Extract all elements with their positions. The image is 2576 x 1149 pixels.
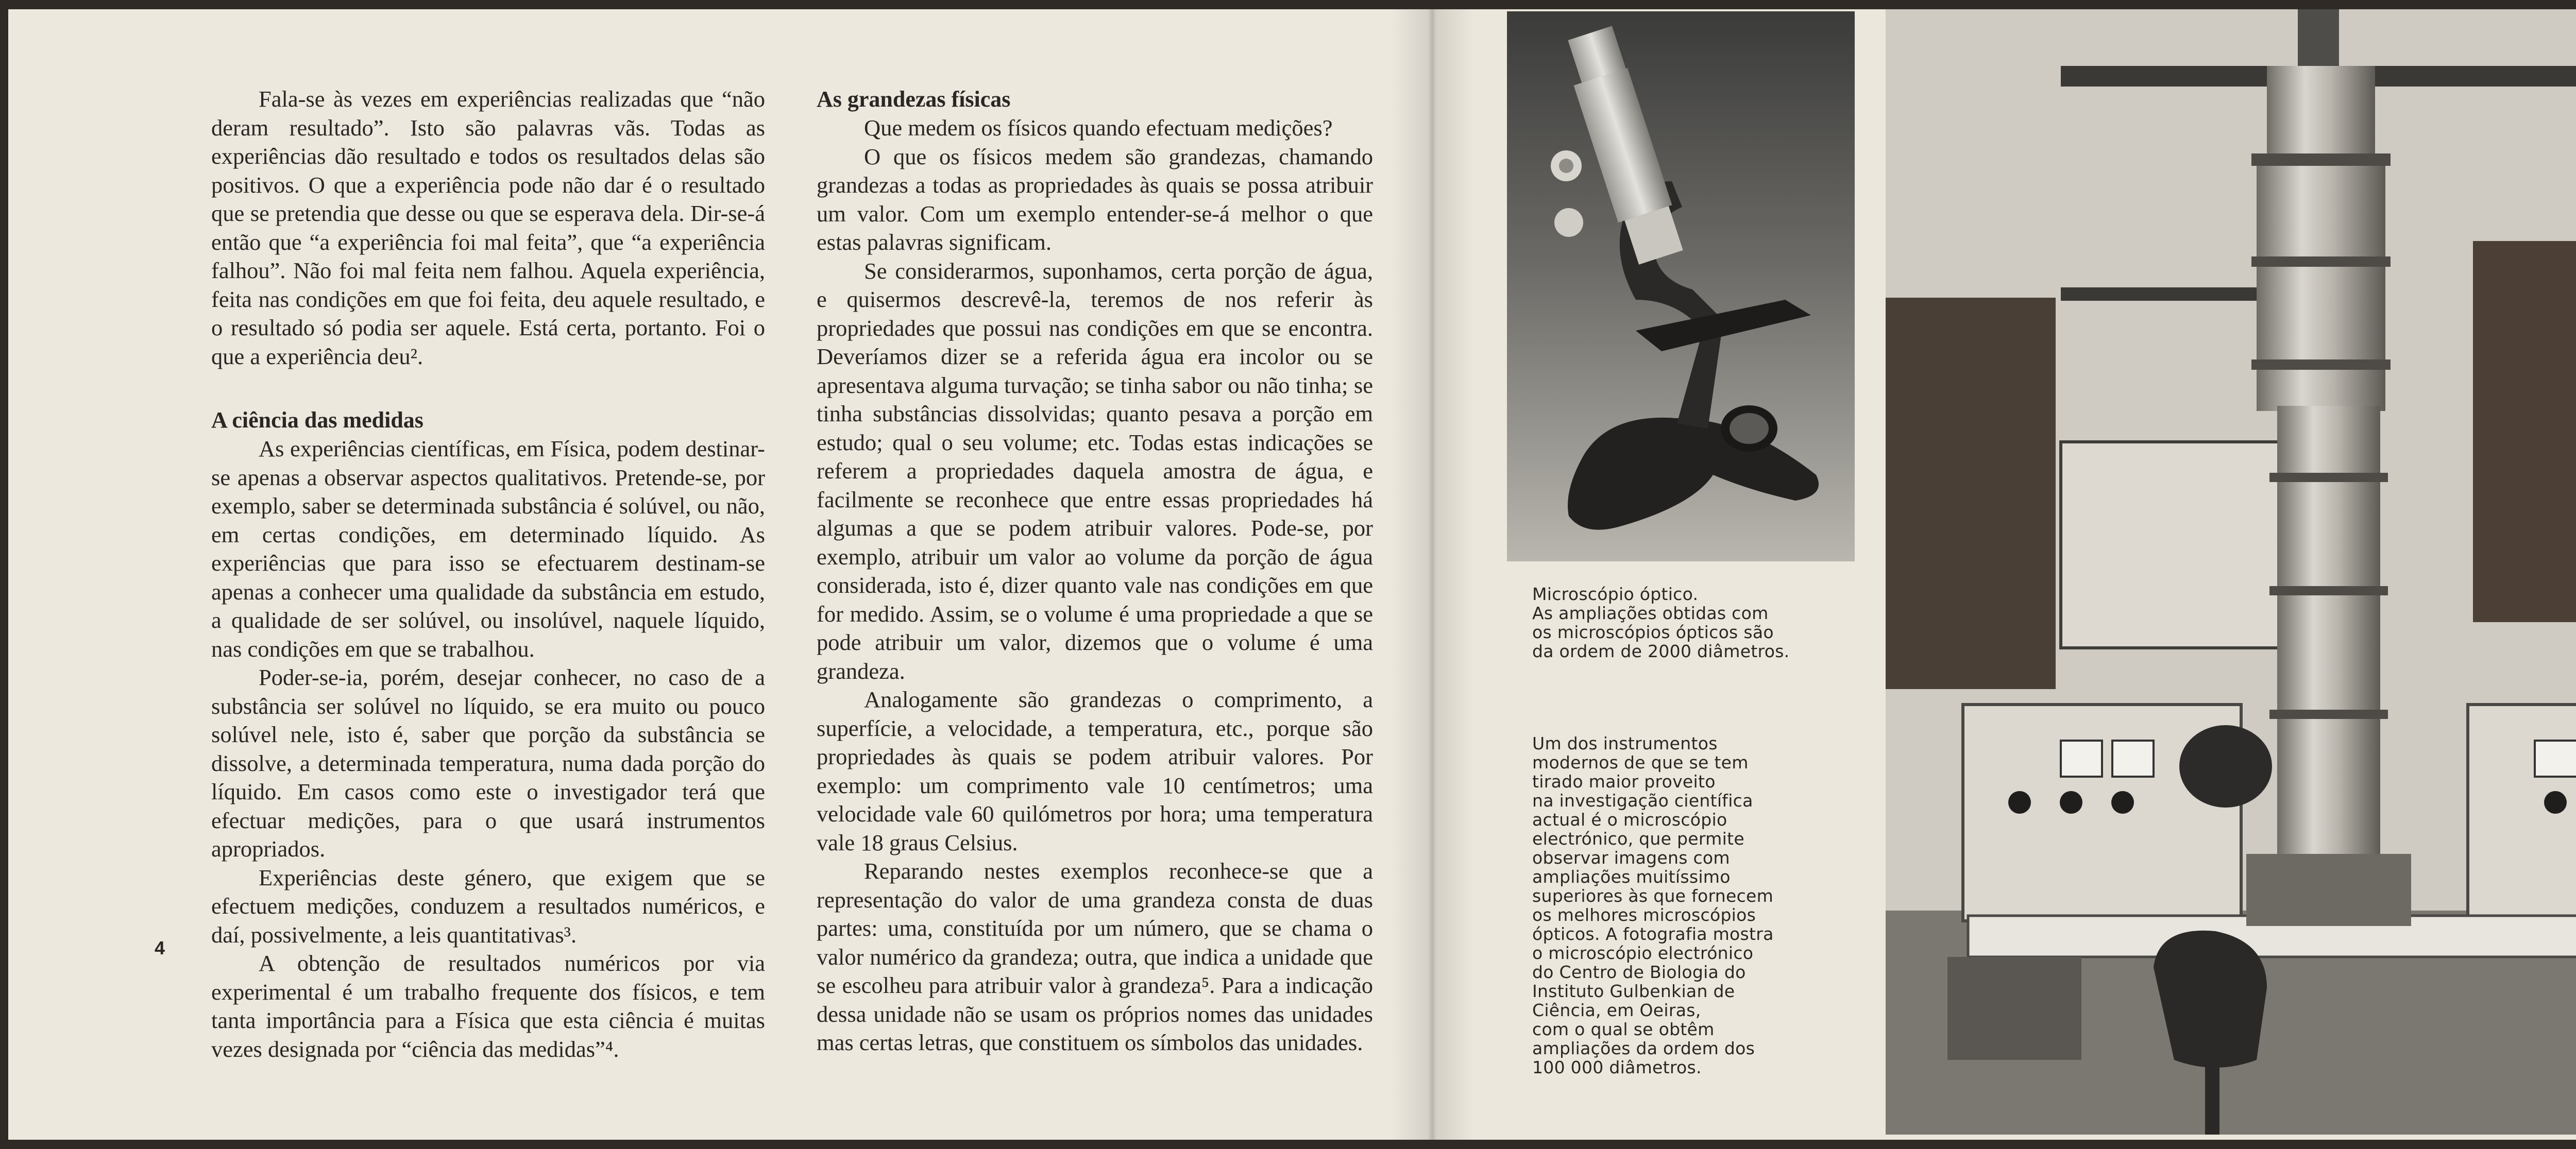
caption-line: observar imagens com	[1532, 848, 1730, 868]
caption-line: os melhores microscópios	[1532, 905, 1756, 925]
body-paragraph: Experiências deste género, que exigem que se efectuem medições, conduzem a resultados numéricos, e daí, possivelmente, a leis quantitativas³.	[211, 864, 765, 948]
caption-line: ampliações da ordem dos	[1532, 1038, 1755, 1058]
caption-line: da ordem de 2000 diâmetros.	[1532, 641, 1790, 661]
body-paragraph: A obtenção de resultados numéricos por via experimental é um trabalho frequente dos físicos, e tem tanta importância para a Física que esta ciência é muitas vezes designada por “ciência das medidas”⁴.	[211, 950, 765, 1062]
caption-line: os microscópios ópticos são	[1532, 622, 1774, 642]
intro-paragraph: Fala-se às vezes em experiências realizadas que “não deram resultado”. Isto são palavras vãs. Todas as experiências dão resultado e todos os resultados delas são positivos. O que a experiência pode não dar é o resultado que se pretendia que desse ou que se esperava dela. Dir-se-á então que “a experiência foi mal feita”, que “a experiência falhou”. Não foi mal feita nem falhou. Aquela experiência, feita nas condições em que foi feita, deu aquele resultado, e o resultado só podia ser aquele. Está certa, portanto. Foi o que a experiência deu².	[211, 86, 765, 369]
section-heading-grandezas-fisicas: As grandezas físicas	[817, 87, 1011, 112]
caption-line: modernos de que se tem	[1532, 752, 1749, 773]
book-gutter	[1391, 9, 1473, 1140]
electron-microscope-caption	[1532, 734, 1795, 1077]
caption-line: com o qual se obtêm	[1532, 1019, 1715, 1039]
caption-line: Microscópio óptico.	[1532, 584, 1699, 604]
caption-line: do Centro de Biologia do	[1532, 962, 1746, 982]
caption-line: superiores às que fornecem	[1532, 886, 1774, 906]
caption-line: ópticos. A fotografia mostra	[1532, 924, 1774, 944]
optical-microscope-caption	[1532, 585, 1841, 661]
optical-microscope-photo	[1507, 11, 1855, 561]
section-heading-ciencia-das-medidas: A ciência das medidas	[211, 407, 423, 433]
caption-line: tirado maior proveito	[1532, 771, 1716, 792]
caption-line: 100 000 diâmetros.	[1532, 1057, 1702, 1077]
right-column	[817, 85, 1373, 1057]
body-paragraph: O que os físicos medem são grandezas, chamando grandezas a todas as propriedades às quais se possa atribuir um valor. Com um exemplo entender-se-á melhor o que estas palavras significam.	[817, 143, 1373, 255]
left-column	[211, 85, 765, 1064]
body-paragraph: Se considerarmos, suponhamos, certa porção de água, e quisermos descrevê-la, teremos de nos referir às propriedades que possui nas condições em que se encontra. Deveríamos dizer se a referida água era incolor ou se apresentava alguma turvação; se tinha sabor ou não tinha; se tinha substâncias dissolvidas; quanto pesava a porção em estudo; qual o seu volume; etc. Todas estas indicações se referem a propriedades daquela amostra de água, e facilmente se reconhece que entre essas propriedades há algumas a que se podem atribuir valores. Pode-se, por exemplo, atribuir um valor ao volume da porção de água considerada, isto é, dizer quanto vale nas condições em que for medido. Assim, se o volume é uma propriedade a que se pode atribuir um valor, dizemos que o volume é uma grandeza.	[817, 258, 1373, 684]
caption-line: electrónico, que permite	[1532, 829, 1744, 849]
caption-line: actual é o microscópio	[1532, 810, 1727, 830]
body-paragraph: Analogamente são grandezas o comprimento, a superfície, a velocidade, a temperatura, etc., porque são propriedades às quais se podem atribuir valores. Por exemplo: um comprimento vale 10 centímetros; uma velocidade vale 60 quilómetros por hora; uma temperatura vale 18 graus Celsius.	[817, 687, 1373, 855]
body-paragraph: Poder-se-ia, porém, desejar conhecer, no caso de a substância ser solúvel no líquido, se era muito ou pouco solúvel nele, isto é, saber que porção da substância se dissolve, a determinada temperatura, numa dada porção do líquido. Em casos como este o investigador terá que efectuar medições, para o que usará instrumentos apropriados.	[211, 664, 765, 862]
body-paragraph: Reparando nestes exemplos reconhece-se que a representação do valor de uma grandeza consta de duas partes: uma, constituída por um número, que se chama o valor numérico da grandeza; outra, que indica a unidade que se escolheu para atribuir valor à grandeza⁵. Para a indicação dessa unidade não se usam os próprios nomes das unidades mas certas letras, que constituem os símbolos das unidades.	[817, 858, 1373, 1055]
caption-line: o microscópio electrónico	[1532, 943, 1754, 963]
body-paragraph: As experiências científicas, em Física, podem destinar-se apenas a observar aspectos qualitativos. Pretende-se, por exemplo, saber se determinada substância é solúvel, ou não, em certas condições, em determinado líquido. As experiências que para isso se efectuarem destinam-se apenas a conhecer uma qualidade da substância em estudo, a qualidade de ser solúvel, ou insolúvel, naquele líquido, nas condições em que se trabalhou.	[211, 436, 765, 662]
caption-line: Instituto Gulbenkian de	[1532, 981, 1735, 1001]
caption-line: Um dos instrumentos	[1532, 733, 1718, 753]
caption-line: na investigação científica	[1532, 791, 1753, 811]
page-number: 4	[155, 937, 165, 958]
caption-line: ampliações muitíssimo	[1532, 867, 1731, 887]
caption-line: As ampliações obtidas com	[1532, 603, 1769, 623]
caption-line: Ciência, em Oeiras,	[1532, 1000, 1701, 1020]
electron-microscope-photo	[1886, 9, 2576, 1135]
body-paragraph: Que medem os físicos quando efectuam medições?	[864, 115, 1333, 141]
